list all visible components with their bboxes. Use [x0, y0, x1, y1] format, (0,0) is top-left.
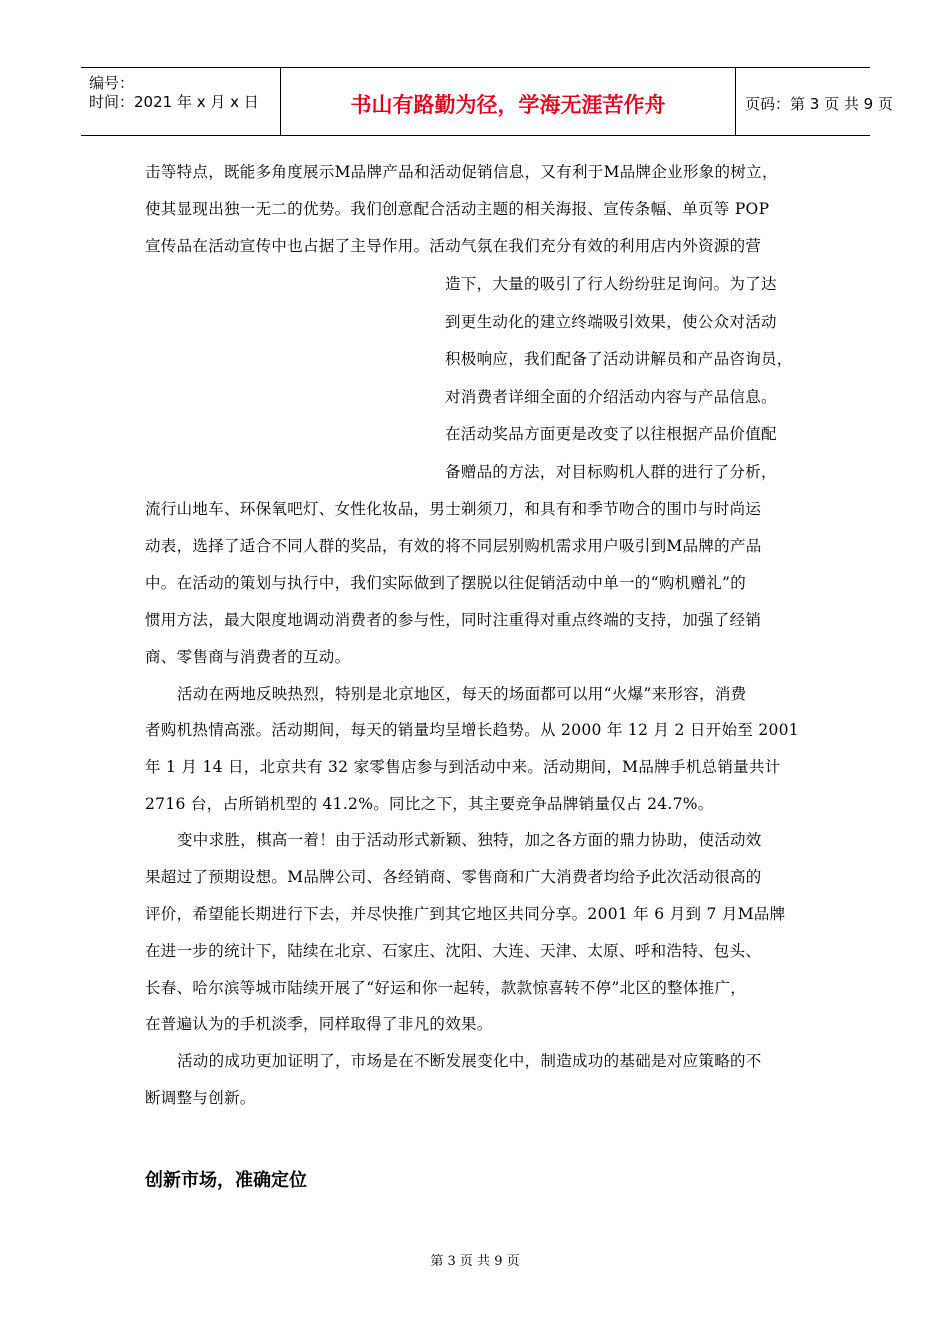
header-motto: 书山有路勤为径，学海无涯苦作舟	[350, 93, 666, 117]
body-line: 者购机热情高涨。活动期间，每天的销量均呈增长趋势。从 2000 年 12 月 2 日开始至 2001	[145, 721, 799, 739]
body-line: 在进一步的统计下，陆续在北京、石家庄、沈阳、大连、天津、太原、呼和浩特、包头、	[145, 942, 762, 960]
body-line: 年 1 月 14 日，北京共有 32 家零售店参与到活动中来。活动期间，M品牌手机总销量共计	[145, 758, 781, 776]
body-line: 到更生动化的建立终端吸引效果，使公众对活动	[445, 313, 777, 331]
body-line: 2716 台，占所销机型的 41.2%。同比之下，其主要竞争品牌销量仅占 24.7%。	[145, 795, 714, 813]
body-line: 动表，选择了适合不同人群的奖品，有效的将不同层别购机需求用户吸引到M品牌的产品	[145, 537, 762, 555]
body-line: 宣传品在活动宣传中也占据了主导作用。活动气氛在我们充分有效的利用店内外资源的营	[145, 237, 762, 255]
body-line: 击等特点，既能多角度展示M品牌产品和活动促销信息，又有利于M品牌企业形象的树立，	[145, 163, 778, 181]
body-line: 备赠品的方法，对目标购机人群的进行了分析，	[445, 463, 777, 481]
header-motto-cell	[281, 68, 736, 135]
body-line: 评价，希望能长期进行下去，并尽快推广到其它地区共同分享。2001 年 6 月到 7 月M品牌	[145, 905, 786, 923]
body-line: 使其显现出独一无二的优势。我们创意配合活动主题的相关海报、宣传条幅、单页等 POP	[145, 200, 770, 218]
document-header	[81, 67, 893, 136]
body-line: 对消费者详细全面的介绍活动内容与产品信息。	[445, 388, 777, 406]
body-line: 中。在活动的策划与执行中，我们实际做到了摆脱以往促销活动中单一的“购机赠礼”的	[145, 574, 747, 592]
header-left-cell	[81, 68, 281, 135]
body-line: 在活动奖品方面更是改变了以往根据产品价值配	[445, 425, 777, 443]
document-date-label: 时间：2021 年 x 月 x 日	[89, 93, 259, 111]
header-right-cell	[736, 68, 893, 135]
body-line: 造下，大量的吸引了行人纷纷驻足询问。为了达	[445, 275, 777, 293]
body-line: 商、零售商与消费者的互动。	[145, 648, 351, 666]
body-line: 果超过了预期设想。M品牌公司、各经销商、零售商和广大消费者均给予此次活动很高的	[145, 868, 762, 886]
document-number-label: 编号：	[89, 74, 135, 92]
body-line: 积极响应，我们配备了活动讲解员和产品咨询员，	[445, 350, 793, 368]
body-line: 活动的成功更加证明了，市场是在不断发展变化中，制造成功的基础是对应策略的不	[177, 1052, 762, 1070]
body-line: 变中求胜，棋高一着！由于活动形式新颖、独特，加之各方面的鼎力协助，使活动效	[177, 831, 762, 849]
header-page-code: 页码：第 3 页 共 9 页	[745, 95, 893, 113]
body-line: 流行山地车、环保氧吧灯、女性化妆品，男士剃须刀，和具有和季节吻合的围巾与时尚运	[145, 500, 762, 518]
page-footer: 第 3 页 共 9 页	[430, 1254, 520, 1269]
body-line: 长春、哈尔滨等城市陆续开展了“好运和你一起转，款款惊喜转不停”北区的整体推广，	[145, 979, 747, 997]
body-line: 在普遍认为的手机淡季，同样取得了非凡的效果。	[145, 1015, 493, 1033]
body-line: 活动在两地反映热烈，特别是北京地区，每天的场面都可以用“火爆”来形容，消费	[177, 685, 747, 703]
body-line: 惯用方法，最大限度地调动消费者的参与性，同时注重得对重点终端的支持，加强了经销	[145, 611, 762, 629]
body-line: 断调整与创新。	[145, 1089, 256, 1107]
section-heading: 创新市场，准确定位	[145, 1170, 307, 1191]
